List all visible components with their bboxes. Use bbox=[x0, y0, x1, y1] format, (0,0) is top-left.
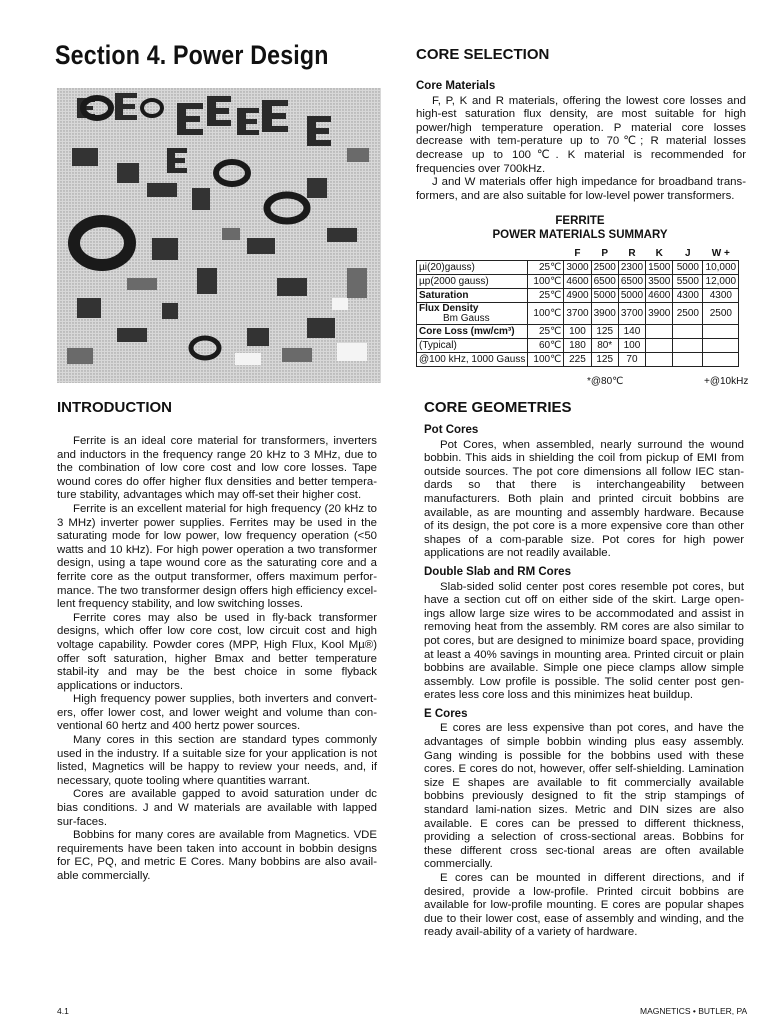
table-cell bbox=[646, 325, 673, 339]
core-selection-section bbox=[416, 80, 746, 203]
table-cell: 3500 bbox=[646, 275, 673, 289]
table-cell: 4300 bbox=[703, 289, 739, 303]
table-cell: 3900 bbox=[591, 303, 618, 325]
row-label bbox=[417, 303, 528, 325]
core-selection-heading: CORE SELECTION bbox=[416, 46, 550, 63]
row-label-sub: Bm Gauss bbox=[443, 313, 490, 324]
table-cell: 1500 bbox=[646, 261, 673, 275]
table-cell: 5000 bbox=[618, 289, 645, 303]
row-temperature: 100℃ bbox=[528, 275, 564, 289]
pot-cores-text: Pot Cores, when assembled, nearly surround the wound bobbin. This aids in shielding the coil from pickup of EMI from outside sources. The pot core dimensions all follow IEC stan-dards so that there is interchangeability between manufacturers. Both plain and printed circuit bobbins are available, as are mounting and assembly hardware. Because of its design, the pot core is a more expensive core than other shapes of a com-parable size. Pot cores for high power applications are not readily available. bbox=[424, 438, 744, 560]
page-title: Section 4. Power Design bbox=[55, 40, 329, 70]
table-cell: 3900 bbox=[646, 303, 673, 325]
intro-paragraph-2: Ferrite is an excellent material for high frequency (20 kHz to 3 MHz) inverter power supplies. Ferrites may be used in the saturating mode for low power, low frequency operation (<50 watts and 10 kHz). For high power operation a two transformer design, using a tape wound core as the saturating core and a ferrite core as the output transformer, offers maximum perfor-mance. The two transformer design offers high efficiency excel-lent frequency stability, and low switching losses. bbox=[57, 502, 377, 611]
core-materials-paragraph-1: F, P, K and R materials, offering the lowest core losses and high-est saturation flux density, are most suitable for high power/high temperature operation. P material core losses decrease with tem-perature up to 70℃; R material losses decrease up to 100℃. K material is recommended for frequencies over 700kHz. bbox=[416, 94, 746, 175]
core-geometries-section bbox=[424, 424, 744, 940]
table-row bbox=[417, 275, 739, 289]
table-cell: 4600 bbox=[564, 275, 591, 289]
table-cell bbox=[673, 353, 703, 367]
column-header: F bbox=[564, 247, 591, 261]
table-cell: 4900 bbox=[564, 289, 591, 303]
ferrite-table-title bbox=[415, 214, 745, 242]
table-cell: 3000 bbox=[564, 261, 591, 275]
table-cell bbox=[703, 353, 739, 367]
table-cell: 2500 bbox=[673, 303, 703, 325]
ferrite-cores-photo bbox=[57, 88, 381, 383]
table-cell: 140 bbox=[618, 325, 645, 339]
table-cell: 70 bbox=[618, 353, 645, 367]
intro-paragraph-3: Ferrite cores may also be used in fly-back transformer designs, which offer low core cost, low circuit cost and high voltage capability. Powder cores (MPP, High Flux, Kool Mµ®) offer soft saturation, higher Bmax and better temperature stabil-ity and may be the best choice in some flyback applications or inductors. bbox=[57, 611, 377, 692]
row-label bbox=[417, 339, 528, 353]
table-cell: 100 bbox=[618, 339, 645, 353]
page-number: 4.1 bbox=[57, 1006, 69, 1016]
table-cell: 225 bbox=[564, 353, 591, 367]
intro-paragraph-5: Many cores in this section are standard types commonly used in the industry. If a suitable size for your application is not listed, Magnetics will be happy to review your needs, and, if necessary, quote tooling where quantities warrant. bbox=[57, 734, 377, 787]
row-label-text: (Typical) bbox=[419, 340, 457, 351]
table-row bbox=[417, 339, 739, 353]
table-cell: 3700 bbox=[564, 303, 591, 325]
row-temperature: 25℃ bbox=[528, 289, 564, 303]
column-header: K bbox=[646, 247, 673, 261]
table-header-row bbox=[417, 247, 739, 261]
table-cell: 2300 bbox=[618, 261, 645, 275]
introduction-section bbox=[57, 435, 377, 884]
table-row bbox=[417, 353, 739, 367]
row-temperature: 25℃ bbox=[528, 325, 564, 339]
e-cores-heading: E Cores bbox=[424, 707, 468, 720]
ferrite-table-title-line2: POWER MATERIALS SUMMARY bbox=[492, 229, 668, 241]
row-label bbox=[417, 353, 528, 367]
row-temperature: 25℃ bbox=[528, 261, 564, 275]
table-cell: 125 bbox=[591, 325, 618, 339]
double-slab-heading: Double Slab and RM Cores bbox=[424, 565, 571, 578]
table-cell bbox=[673, 325, 703, 339]
ferrite-table-title-line1: FERRITE bbox=[555, 215, 605, 227]
e-cores-text-2: E cores can be mounted in different directions, and if desired, provide a low-profile. Printed circuit bobbins are available for low-profile mounting. E cores are popular shapes due to their lower cost, ease of assembly and winding, and the ready avail-ability of a variety of hardware. bbox=[424, 872, 744, 939]
table-cell: 5500 bbox=[673, 275, 703, 289]
core-materials-paragraph-2: J and W materials offer high impedance for broadband trans-formers, and are also suitable for low-level power transformers. bbox=[416, 176, 746, 202]
intro-paragraph-4: High frequency power supplies, both inverters and convert-ers, offer lower cost, and lower weight and volume than con-ventional 60 hertz and 400 hertz power sources. bbox=[57, 693, 377, 733]
table-note-right: +@10kHz bbox=[704, 376, 749, 387]
table-row bbox=[417, 289, 739, 303]
table-row bbox=[417, 303, 739, 325]
row-label-text: µi(20)gauss) bbox=[419, 262, 475, 273]
intro-paragraph-7: Bobbins for many cores are available from Magnetics. VDE requirements have been taken into account in bobbin designs for EC, PQ, and metric E Cores. Many bobbins are also avail-able commercially. bbox=[57, 829, 377, 882]
table-cell: 80* bbox=[591, 339, 618, 353]
table-cell bbox=[646, 339, 673, 353]
table-cell: 12,000 bbox=[703, 275, 739, 289]
table-cell bbox=[646, 353, 673, 367]
core-geometries-heading: CORE GEOMETRIES bbox=[424, 399, 572, 416]
column-header: R bbox=[618, 247, 645, 261]
table-cell: 3700 bbox=[618, 303, 645, 325]
table-cell bbox=[673, 339, 703, 353]
company-footer: MAGNETICS • BUTLER, PA bbox=[640, 1006, 748, 1016]
row-label bbox=[417, 325, 528, 339]
table-cell: 125 bbox=[591, 353, 618, 367]
table-cell bbox=[703, 325, 739, 339]
row-label-text: Flux Density bbox=[419, 303, 479, 314]
table-cell: 4600 bbox=[646, 289, 673, 303]
intro-paragraph-1: Ferrite is an ideal core material for transformers, inverters and inductors in the frequency range 20 kHz to 3 MHz, due to the combination of low core cost and low core losses. Tape wound cores do offer higher flux densities and better tempera-ture stability, advantages which may off-set their higher cost. bbox=[57, 435, 377, 502]
pot-cores-heading: Pot Cores bbox=[424, 424, 479, 436]
introduction-heading: INTRODUCTION bbox=[57, 399, 172, 416]
row-temperature: 60℃ bbox=[528, 339, 564, 353]
table-cell: 180 bbox=[564, 339, 591, 353]
row-label bbox=[417, 275, 528, 289]
table-cell: 5000 bbox=[673, 261, 703, 275]
row-label-text: Core Loss (mw/cm³) bbox=[419, 326, 515, 337]
double-slab-text: Slab-sided solid center post cores resemble pot cores, but have a section cut off on either side of the skirt. Large open-ings allow large size wires to be accommodated and assist in removing heat from the assembly. RM cores are also similar to pot cores, but are designed to minimize board space, providing at least a 40% savings in mounting area. Printed circuit or plain bobbins are available. Simple one piece clamps allow simple assembly. Low profile is possible. The solid center post gen-erates less core loss and this minimizes heat buildup. bbox=[424, 580, 744, 702]
row-temperature: 100℃ bbox=[528, 303, 564, 325]
intro-paragraph-6: Cores are available gapped to avoid saturation under dc bias conditions. J and W materials are available with lapped sur-faces. bbox=[57, 788, 377, 828]
table-cell bbox=[703, 339, 739, 353]
table-cell: 2500 bbox=[591, 261, 618, 275]
table-cell: 6500 bbox=[618, 275, 645, 289]
e-cores-text-1: E cores are less expensive than pot cores, and have the advantages of simple bobbin winding plus easy assembly. Gang winding is possible for the bobbins used with these cores. E cores do not, however, offer self-shielding. Lamination size E shapes are available to fit commercially available bobbins previously designed to fit the strip stampings of standard lami-nation sizes. Metric and DIN sizes are also available. E cores can be pressed to different thickness, providing a selection of cross-sectional areas. Bobbins for these different cross sec-tional areas are often available commercially. bbox=[424, 722, 744, 871]
ferrite-materials-table bbox=[416, 247, 739, 367]
table-cell: 100 bbox=[564, 325, 591, 339]
table-note-left: *@80℃ bbox=[587, 376, 624, 387]
table-cell: 5000 bbox=[591, 289, 618, 303]
row-temperature: 100℃ bbox=[528, 353, 564, 367]
row-label bbox=[417, 261, 528, 275]
row-label-text: Saturation bbox=[419, 290, 469, 301]
core-materials-heading: Core Materials bbox=[416, 80, 496, 92]
row-label bbox=[417, 289, 528, 303]
table-row bbox=[417, 325, 739, 339]
column-header: J bbox=[673, 247, 703, 261]
table-cell: 2500 bbox=[703, 303, 739, 325]
column-header: P bbox=[591, 247, 618, 261]
table-cell: 4300 bbox=[673, 289, 703, 303]
table-cell: 10,000 bbox=[703, 261, 739, 275]
table-row bbox=[417, 261, 739, 275]
row-label-text: µp(2000 gauss) bbox=[419, 276, 489, 287]
row-label-text: @100 kHz, 1000 Gauss bbox=[419, 354, 526, 365]
column-header: W + bbox=[703, 247, 739, 261]
table-cell: 6500 bbox=[591, 275, 618, 289]
